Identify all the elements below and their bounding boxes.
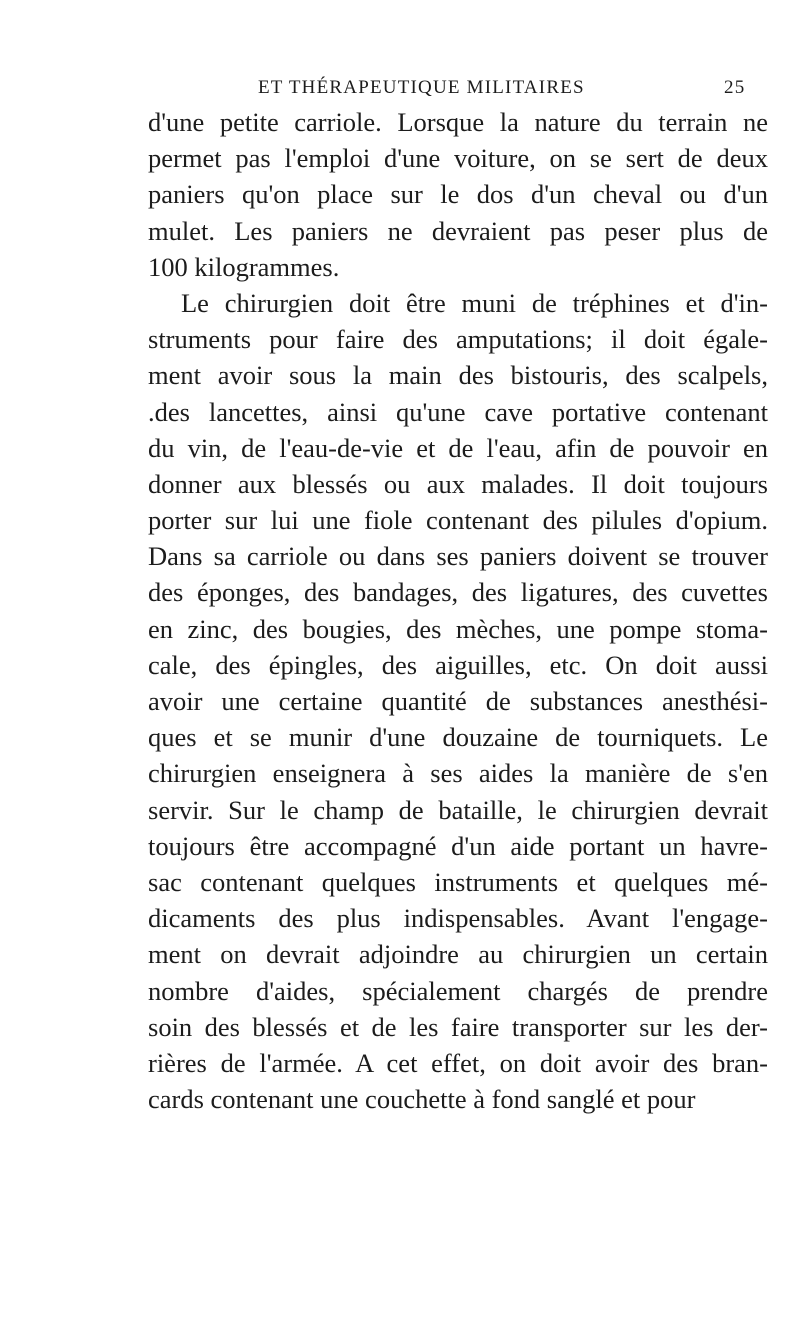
text-line: cale, des épingles, des aiguilles, etc. On doit aussi xyxy=(148,649,768,680)
text-line: ment avoir sous la main des bistouris, des scalpels, xyxy=(148,360,768,391)
text-line: du vin, de l'eau-de-vie et de l'eau, afin de pouvoir en xyxy=(148,432,768,463)
text-line: Le chirurgien doit être muni de tréphines et d'in- xyxy=(181,287,768,318)
body-text xyxy=(148,104,768,1117)
running-head xyxy=(258,77,758,103)
text-line: d'une petite carriole. Lorsque la nature du terrain ne xyxy=(148,107,768,137)
text-line: paniers qu'on place sur le dos d'un cheval ou d'un xyxy=(148,179,768,210)
text-line: toujours être accompagné d'un aide portant un havre- xyxy=(148,830,768,861)
running-title: ET THÉRAPEUTIQUE MILITAIRES xyxy=(258,77,585,98)
text-line: .des lancettes, ainsi qu'une cave portative contenant xyxy=(148,396,768,427)
text-line: cards contenant une couchette à fond sanglé et pour xyxy=(148,1084,696,1115)
text-line: struments pour faire des amputations; il doit égale- xyxy=(148,324,768,355)
text-line: donner aux blessés ou aux malades. Il doit toujours xyxy=(148,468,768,499)
text-line: rières de l'armée. A cet effet, on doit avoir des bran- xyxy=(148,1047,768,1078)
text-line: soin des blessés et de les faire transporter sur les der- xyxy=(148,1011,768,1042)
text-line: ques et se munir d'une douzaine de tourniquets. Le xyxy=(148,722,768,753)
text-line: ment on devrait adjoindre au chirurgien un certain xyxy=(148,939,768,970)
text-line: avoir une certaine quantité de substances anesthési- xyxy=(148,686,768,716)
text-line: 100 kilogrammes. xyxy=(148,251,340,282)
text-line: en zinc, des bougies, des mèches, une pompe stoma- xyxy=(148,613,768,644)
text-line: nombre d'aides, spécialement chargés de prendre xyxy=(148,975,768,1006)
text-line: mulet. Les paniers ne devraient pas peser plus de xyxy=(148,215,768,246)
page-number: 25 xyxy=(724,77,746,98)
text-line: Dans sa carriole ou dans ses paniers doivent se trouver xyxy=(148,541,768,572)
text-line: porter sur lui une fiole contenant des pilules d'opium. xyxy=(148,505,768,536)
text-line: permet pas l'emploi d'une voiture, on se sert de deux xyxy=(148,143,768,174)
text-line: servir. Sur le champ de bataille, le chirurgien devrait xyxy=(148,794,768,825)
text-line: dicaments des plus indispensables. Avant l'engage- xyxy=(148,903,768,934)
text-line: sac contenant quelques instruments et quelques mé- xyxy=(148,866,768,897)
text-line: chirurgien enseignera à ses aides la manière de s'en xyxy=(148,758,768,789)
text-line: des éponges, des bandages, des ligatures, des cuvettes xyxy=(148,577,768,608)
